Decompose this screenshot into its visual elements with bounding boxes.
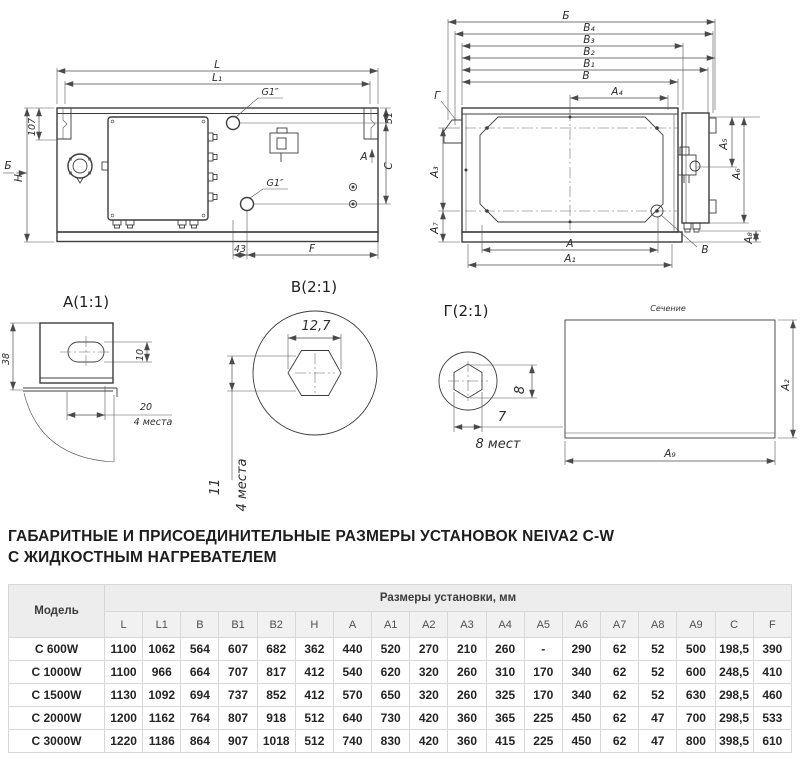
dim-cell-A: 440: [333, 638, 371, 661]
col-header-F: F: [753, 612, 791, 638]
dim-B4: В₄: [583, 22, 595, 34]
dim-cell-A6: 290: [562, 638, 600, 661]
col-header-L1: L1: [143, 612, 181, 638]
dim-B1: В₁: [583, 58, 595, 70]
dim-cell-A7: 62: [601, 730, 639, 753]
dim-cell-A: 640: [333, 707, 371, 730]
dim-cell-A8: 47: [639, 730, 677, 753]
g1-port-bottom: [241, 198, 254, 211]
dim-cell-A7: 62: [601, 661, 639, 684]
callout-b: В: [701, 244, 709, 256]
dim-cell-A9: 700: [677, 707, 715, 730]
col-header-B: B: [181, 612, 219, 638]
section-title: Сечение: [650, 304, 686, 313]
dim-cell-A4: 325: [486, 684, 524, 707]
dim-cell-A6: 450: [562, 730, 600, 753]
dim-A6: А₆: [731, 168, 743, 180]
callout-g: Г: [434, 90, 440, 102]
table-row: [9, 661, 792, 684]
col-header-L: L: [105, 612, 143, 638]
col-header-C: C: [715, 612, 753, 638]
dim-cell-L1: 1062: [143, 638, 181, 661]
dim-cell-A2: 320: [410, 684, 448, 707]
dimensions-group-header: Размеры установки, мм: [105, 585, 792, 612]
model-cell: C 2000W: [9, 707, 105, 730]
detail-a-title: А(1:1): [62, 293, 110, 311]
dim-cell-B1: 907: [219, 730, 257, 753]
col-header-B1: B1: [219, 612, 257, 638]
table-row: [9, 684, 792, 707]
dim-cell-F: 460: [753, 684, 791, 707]
heater-box: [682, 113, 716, 232]
dim-cell-A5: -: [524, 638, 562, 661]
dim-cell-B2: 682: [257, 638, 295, 661]
dim-cell-L1: 1092: [143, 684, 181, 707]
dim-cell-B: 764: [181, 707, 219, 730]
dim-cell-A3: 260: [448, 661, 486, 684]
dim-cell-A2: 420: [410, 707, 448, 730]
dim-cell-F: 390: [753, 638, 791, 661]
col-header-A1: A1: [372, 612, 410, 638]
dim-cell-L1: 1186: [143, 730, 181, 753]
dim-cell-L1: 1162: [143, 707, 181, 730]
dim-cell-B: 664: [181, 661, 219, 684]
dim-cell-H: 412: [295, 661, 333, 684]
col-header-A8: A8: [639, 612, 677, 638]
dim-cell-A5: 225: [524, 730, 562, 753]
view-arrow-b: Б: [4, 160, 12, 172]
dim-A2: А₂: [780, 379, 792, 391]
model-cell: C 600W: [9, 638, 105, 661]
page-title: [8, 527, 614, 569]
view-arrow-a: А: [360, 151, 368, 163]
col-header-A6: A6: [562, 612, 600, 638]
dim-cell-A5: 225: [524, 707, 562, 730]
dim-cell-L: 1200: [105, 707, 143, 730]
dim-F: F: [308, 243, 316, 255]
dim-cell-L: 1100: [105, 638, 143, 661]
detail-b: [208, 278, 377, 511]
dimensions-table: [8, 584, 792, 753]
col-header-A7: A7: [601, 612, 639, 638]
dim-cell-A5: 170: [524, 661, 562, 684]
front-view: [57, 108, 378, 242]
detail-g: [439, 302, 563, 452]
dim-cell-A1: 620: [372, 661, 410, 684]
detail-b-title: В(2:1): [290, 278, 338, 296]
col-header-A4: A4: [486, 612, 524, 638]
dim-12-7: 12,7: [301, 319, 331, 334]
dim-cell-B2: 852: [257, 684, 295, 707]
dim-51: 51: [384, 111, 395, 125]
dim-cell-B: 694: [181, 684, 219, 707]
dim-cell-A6: 450: [562, 707, 600, 730]
dim-107: 107: [27, 117, 38, 137]
top-view-dimensions: [429, 10, 761, 268]
dim-C: C: [383, 162, 395, 170]
detail-b-places: 4 места: [235, 458, 250, 512]
dim-cell-A1: 830: [372, 730, 410, 753]
dim-cell-A: 540: [333, 661, 371, 684]
table-row: [9, 707, 792, 730]
dim-cell-A6: 340: [562, 661, 600, 684]
left-bracket: [57, 108, 71, 139]
dim-cell-F: 533: [753, 707, 791, 730]
dim-cell-B1: 607: [219, 638, 257, 661]
title-line-1: ГАБАРИТНЫЕ И ПРИСОЕДИНИТЕЛЬНЫЕ РАЗМЕРЫ УСТАНОВОК NEIVA2 C-W: [8, 528, 615, 545]
col-header-A9: A9: [677, 612, 715, 638]
dim-cell-B2: 817: [257, 661, 295, 684]
g1-port-top: [227, 117, 240, 130]
dim-cell-B2: 918: [257, 707, 295, 730]
col-header-H: H: [295, 612, 333, 638]
dim-cell-A3: 360: [448, 730, 486, 753]
dim-7: 7: [497, 410, 507, 425]
detail-a-places: 4 места: [133, 417, 173, 428]
dim-cell-B: 864: [181, 730, 219, 753]
col-header-A3: A3: [448, 612, 486, 638]
dim-B: Б: [562, 10, 570, 22]
dim-cell-A9: 800: [677, 730, 715, 753]
dim-A8: А₈: [743, 232, 755, 244]
dim-cell-A4: 415: [486, 730, 524, 753]
inner-frame: [480, 117, 663, 222]
dim-cell-A: 740: [333, 730, 371, 753]
dim-cell-H: 362: [295, 638, 333, 661]
model-cell: C 1500W: [9, 684, 105, 707]
dim-cell-B1: 737: [219, 684, 257, 707]
title-line-2: С ЖИДКОСТНЫМ НАГРЕВАТЕЛЕМ: [8, 548, 277, 566]
dim-cell-A9: 630: [677, 684, 715, 707]
dim-L: L: [214, 59, 220, 71]
dim-cell-A: 570: [333, 684, 371, 707]
dim-cell-A9: 600: [677, 661, 715, 684]
table-body: [9, 638, 792, 753]
left-foot: [444, 120, 462, 143]
dim-cell-A2: 270: [410, 638, 448, 661]
dim-cell-A3: 260: [448, 684, 486, 707]
dim-cell-A1: 650: [372, 684, 410, 707]
dim-cell-B1: 707: [219, 661, 257, 684]
dim-cell-A2: 320: [410, 661, 448, 684]
dim-cell-A1: 520: [372, 638, 410, 661]
dim-43: 43: [233, 244, 247, 255]
table-row: [9, 638, 792, 661]
dim-L1: L₁: [211, 72, 223, 84]
dim-10: 10: [135, 348, 146, 362]
valve-actuator: [678, 147, 700, 183]
dim-A1: А₁: [564, 253, 576, 265]
model-cell: C 1000W: [9, 661, 105, 684]
dim-A7: А₇: [429, 222, 441, 234]
dim-cell-A6: 340: [562, 684, 600, 707]
dim-cell-C: 248,5: [715, 661, 753, 684]
dim-cell-A2: 420: [410, 730, 448, 753]
dim-cell-B2: 1018: [257, 730, 295, 753]
g1-label-bottom: G1″: [266, 178, 284, 189]
dim-A: А: [566, 238, 574, 250]
pipe-flange: [68, 154, 92, 183]
dim-B3: В₃: [583, 34, 595, 46]
dim-A4: А₄: [611, 86, 623, 98]
dim-38: 38: [1, 352, 12, 366]
thermostat-sensor: [270, 128, 298, 162]
model-cell: C 3000W: [9, 730, 105, 753]
dim-B2: В₂: [583, 46, 595, 58]
dim-cell-L1: 966: [143, 661, 181, 684]
dim-cell-A5: 170: [524, 684, 562, 707]
dim-cell-F: 610: [753, 730, 791, 753]
dim-cell-C: 298,5: [715, 707, 753, 730]
dim-cell-H: 512: [295, 707, 333, 730]
dim-H: H: [13, 174, 25, 182]
col-header-B2: B2: [257, 612, 295, 638]
dim-cell-A9: 500: [677, 638, 715, 661]
dim-cell-L: 1130: [105, 684, 143, 707]
cable-glands-bottom: [113, 220, 198, 228]
detail-g-title: Г(2:1): [443, 302, 489, 320]
col-header-A5: A5: [524, 612, 562, 638]
dim-A3: А₃: [429, 166, 441, 178]
dim-cell-A8: 52: [639, 661, 677, 684]
section-view: [565, 304, 797, 465]
dim-cell-L: 1100: [105, 661, 143, 684]
dim-cell-A1: 730: [372, 707, 410, 730]
dim-Bv: В: [582, 70, 590, 82]
dim-cell-B1: 807: [219, 707, 257, 730]
detail-a: [1, 293, 173, 462]
detail-g-places: 8 мест: [475, 437, 521, 452]
dim-cell-C: 398,5: [715, 730, 753, 753]
dim-cell-A7: 62: [601, 707, 639, 730]
dim-cell-A4: 260: [486, 638, 524, 661]
dim-cell-H: 412: [295, 684, 333, 707]
dim-A9: А₉: [664, 448, 676, 460]
top-view: [444, 108, 716, 242]
dim-cell-A3: 360: [448, 707, 486, 730]
table-row: [9, 730, 792, 753]
table-columns-row: [9, 612, 792, 638]
dim-cell-A8: 52: [639, 638, 677, 661]
dim-A5: А₅: [718, 138, 730, 150]
dim-cell-A3: 210: [448, 638, 486, 661]
dim-cell-B: 564: [181, 638, 219, 661]
dim-cell-A7: 62: [601, 684, 639, 707]
g1-label-top: G1″: [261, 87, 279, 98]
dim-cell-H: 512: [295, 730, 333, 753]
dim-cell-L: 1220: [105, 730, 143, 753]
dim-20: 20: [139, 402, 153, 413]
dim-cell-A8: 52: [639, 684, 677, 707]
dim-cell-F: 410: [753, 661, 791, 684]
dim-cell-C: 298,5: [715, 684, 753, 707]
model-column-header: Модель: [9, 585, 105, 638]
cable-glands-right: [208, 133, 217, 201]
dim-cell-A8: 47: [639, 707, 677, 730]
dim-11: 11: [208, 478, 223, 496]
front-view-dimensions: [3, 59, 395, 259]
dim-cell-A4: 365: [486, 707, 524, 730]
col-header-A: A: [333, 612, 371, 638]
junction-box: [102, 117, 217, 228]
dim-cell-C: 198,5: [715, 638, 753, 661]
dim-cell-A4: 310: [486, 661, 524, 684]
dim-8: 8: [513, 385, 528, 395]
col-header-A2: A2: [410, 612, 448, 638]
dim-cell-A7: 62: [601, 638, 639, 661]
